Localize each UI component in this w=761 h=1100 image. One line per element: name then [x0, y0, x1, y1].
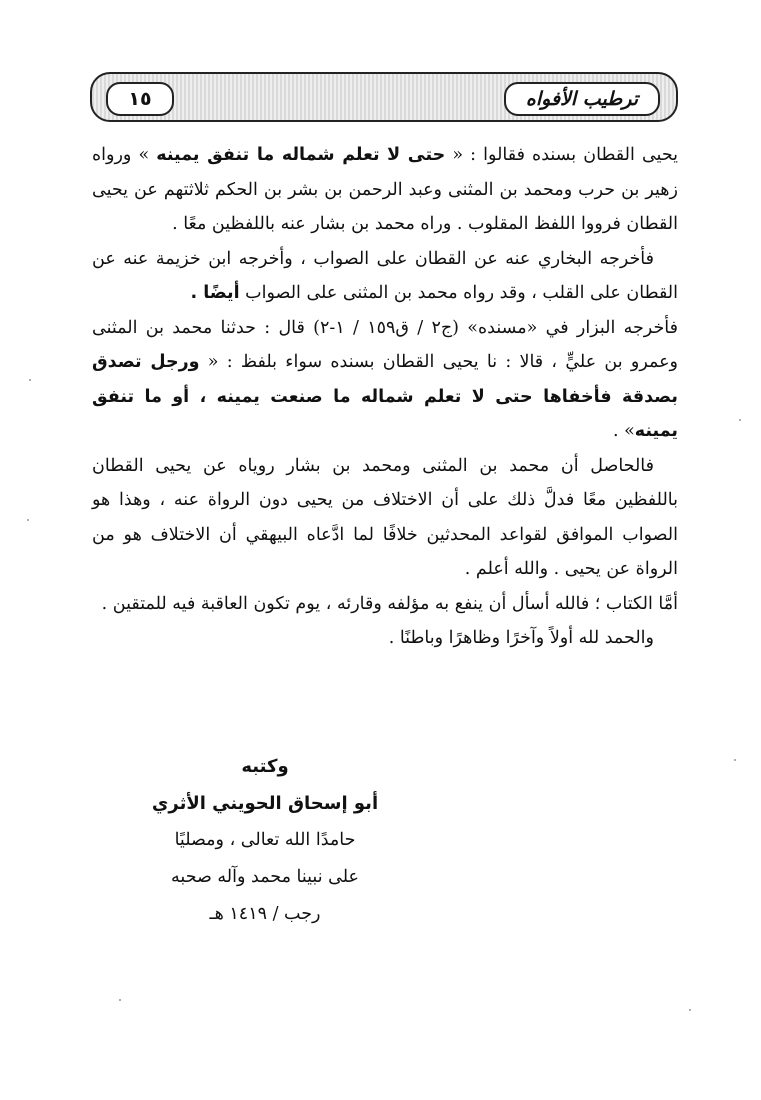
- paragraph-6: [92, 621, 678, 656]
- body-text-segment: أمَّا الكتاب ؛ فالله أسأل أن ينفع به مؤلفه وقارئه ، يوم تكون العاقبة فيه للمتقين .: [101, 593, 678, 614]
- body-text: [92, 138, 678, 656]
- running-title: ترطيب الأفواه: [504, 82, 660, 116]
- body-text-segment: فالحاصل أن محمد بن المثنى ومحمد بن بشار روياه عن يحيى القطان باللفظين معًا فدلَّ ذلك على أن الاختلاف من يحيى دون الرواة عنه ، وهذا هو الصواب الموافق لقواعد المحدثين خلافًا لما ادَّعاه البيهقي أن الاختلاف هو من الرواة عن يحيى . والله أعلم .: [92, 455, 678, 579]
- signature-praise: حامدًا الله تعالى ، ومصليًا: [174, 830, 356, 850]
- bold-quote-text: ورجل تصدق بصدقة فأخفاها حتى لا تعلم شماله ما صنعت يمينه ، أو ما تنفق يمينه: [92, 352, 678, 441]
- body-text-segment: فأخرجه البخاري عنه عن القطان على الصواب ، وأخرجه ابن خزيمة عنه عن القطان على القلب ، وقد رواه محمد بن المثنى على الصواب: [92, 248, 678, 303]
- bold-quote-text: أيضًا .: [190, 283, 240, 303]
- author-signature: [150, 748, 380, 933]
- body-text-segment: » .: [612, 421, 635, 441]
- page-number: ١٥: [106, 82, 174, 116]
- paragraph-4: [92, 449, 678, 587]
- body-text-segment: فأخرجه البزار في «مسنده» (ج٢ / ق١٥٩ / ١-٢) قال : حدثنا محمد بن المثنى وعمرو بن عليٍّ ، قالا : نا يحيى القطان بسنده سواء بلفظ : «: [92, 317, 678, 372]
- paragraph-5: [92, 587, 678, 622]
- bold-quote-text: حتى لا تعلم شماله ما تنفق يمينه: [156, 145, 446, 165]
- signature-blessing: على نبينا محمد وآله صحبه: [171, 867, 359, 887]
- signature-date: رجب / ١٤١٩ هـ: [209, 904, 321, 924]
- body-text-segment: والحمد لله أولاً وآخرًا وظاهرًا وباطنًا .: [388, 628, 654, 648]
- page-header: [90, 72, 678, 122]
- paragraph-3: [92, 311, 678, 449]
- signature-author-name: أبو إسحاق الحويني الأثري: [151, 793, 379, 814]
- body-text-segment: يحيى القطان بسنده فقالوا : «: [445, 145, 678, 165]
- paragraph-2: [92, 242, 678, 311]
- body-text-segment: » ورواه زهير بن حرب ومحمد بن المثنى وعبد الرحمن بن بشر بن الحكم ثلاثتهم عن يحيى القطان فرووا اللفظ المقلوب . وراه محمد بن بشار عنه باللفظين معًا .: [92, 145, 678, 234]
- signature-written-by: وكتبه: [241, 756, 289, 777]
- paragraph-1: [92, 138, 678, 242]
